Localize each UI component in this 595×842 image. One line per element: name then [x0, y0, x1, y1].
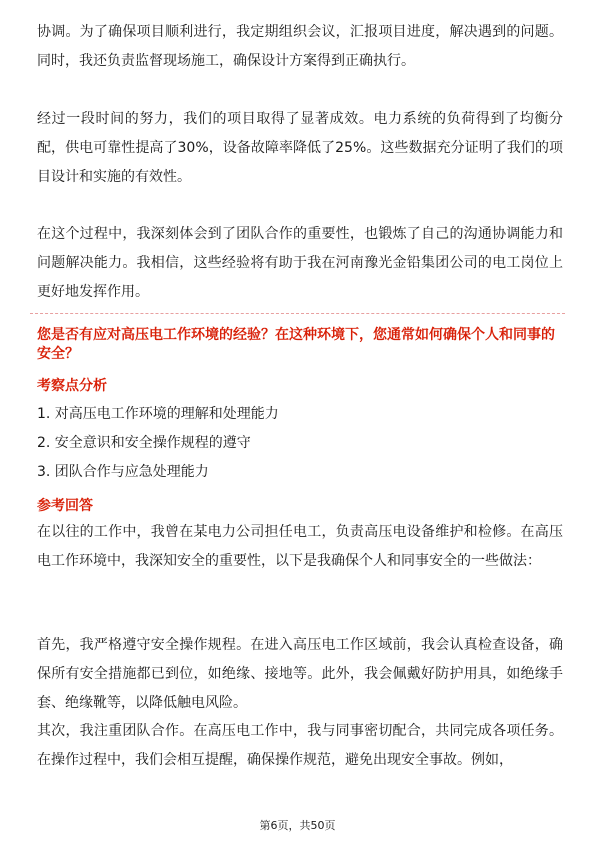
section-divider	[30, 313, 565, 314]
body-paragraph: 协调。为了确保项目顺利进行，我定期组织会议，汇报项目进度，解决遇到的问题。同时，我还负责监督现场施工，确保设计方案得到正确执行。	[37, 24, 563, 69]
body-paragraph: 经过一段时间的努力，我们的项目取得了显著成效。电力系统的负荷得到了均衡分配，供电可靠性提高了30%，设备故障率降低了25%。这些数据充分证明了我们的项目设计和实施的有效性。	[37, 111, 563, 185]
list-item: 1. 对高压电工作环境的理解和处理能力	[37, 406, 279, 422]
answer-paragraph: 在以往的工作中，我曾在某电力公司担任电工，负责高压电设备维护和检修。在高压电工作环境中，我深知安全的重要性，以下是我确保个人和同事安全的一些做法：	[37, 524, 563, 569]
analysis-points	[37, 400, 279, 487]
list-item: 3. 团队合作与应急处理能力	[37, 464, 209, 480]
interview-question: 您是否有应对高压电工作环境的经验？在这种环境下，您通常如何确保个人和同事的安全？	[37, 327, 555, 362]
list-item: 2. 安全意识和安全操作规程的遵守	[37, 435, 251, 451]
body-paragraph: 在这个过程中，我深刻体会到了团队合作的重要性，也锻炼了自己的沟通协调能力和问题解决能力。我相信，这些经验将有助于我在河南豫光金铅集团公司的电工岗位上更好地发挥作用。	[37, 226, 563, 300]
answer-paragraph: 其次，我注重团队合作。在高压电工作中，我与同事密切配合，共同完成各项任务。在操作过程中，我们会相互提醒，确保操作规范，避免出现安全事故。例如，	[37, 723, 563, 768]
analysis-heading: 考察点分析	[37, 378, 107, 394]
answer-paragraph: 首先，我严格遵守安全操作规程。在进入高压电工作区域前，我会认真检查设备，确保所有安全措施都已到位，如绝缘、接地等。此外，我会佩戴好防护用具，如绝缘手套、绝缘靴等，以降低触电风险。	[37, 637, 563, 711]
page-number: 第6页，共50页	[259, 819, 336, 832]
answer-heading: 参考回答	[37, 498, 93, 514]
